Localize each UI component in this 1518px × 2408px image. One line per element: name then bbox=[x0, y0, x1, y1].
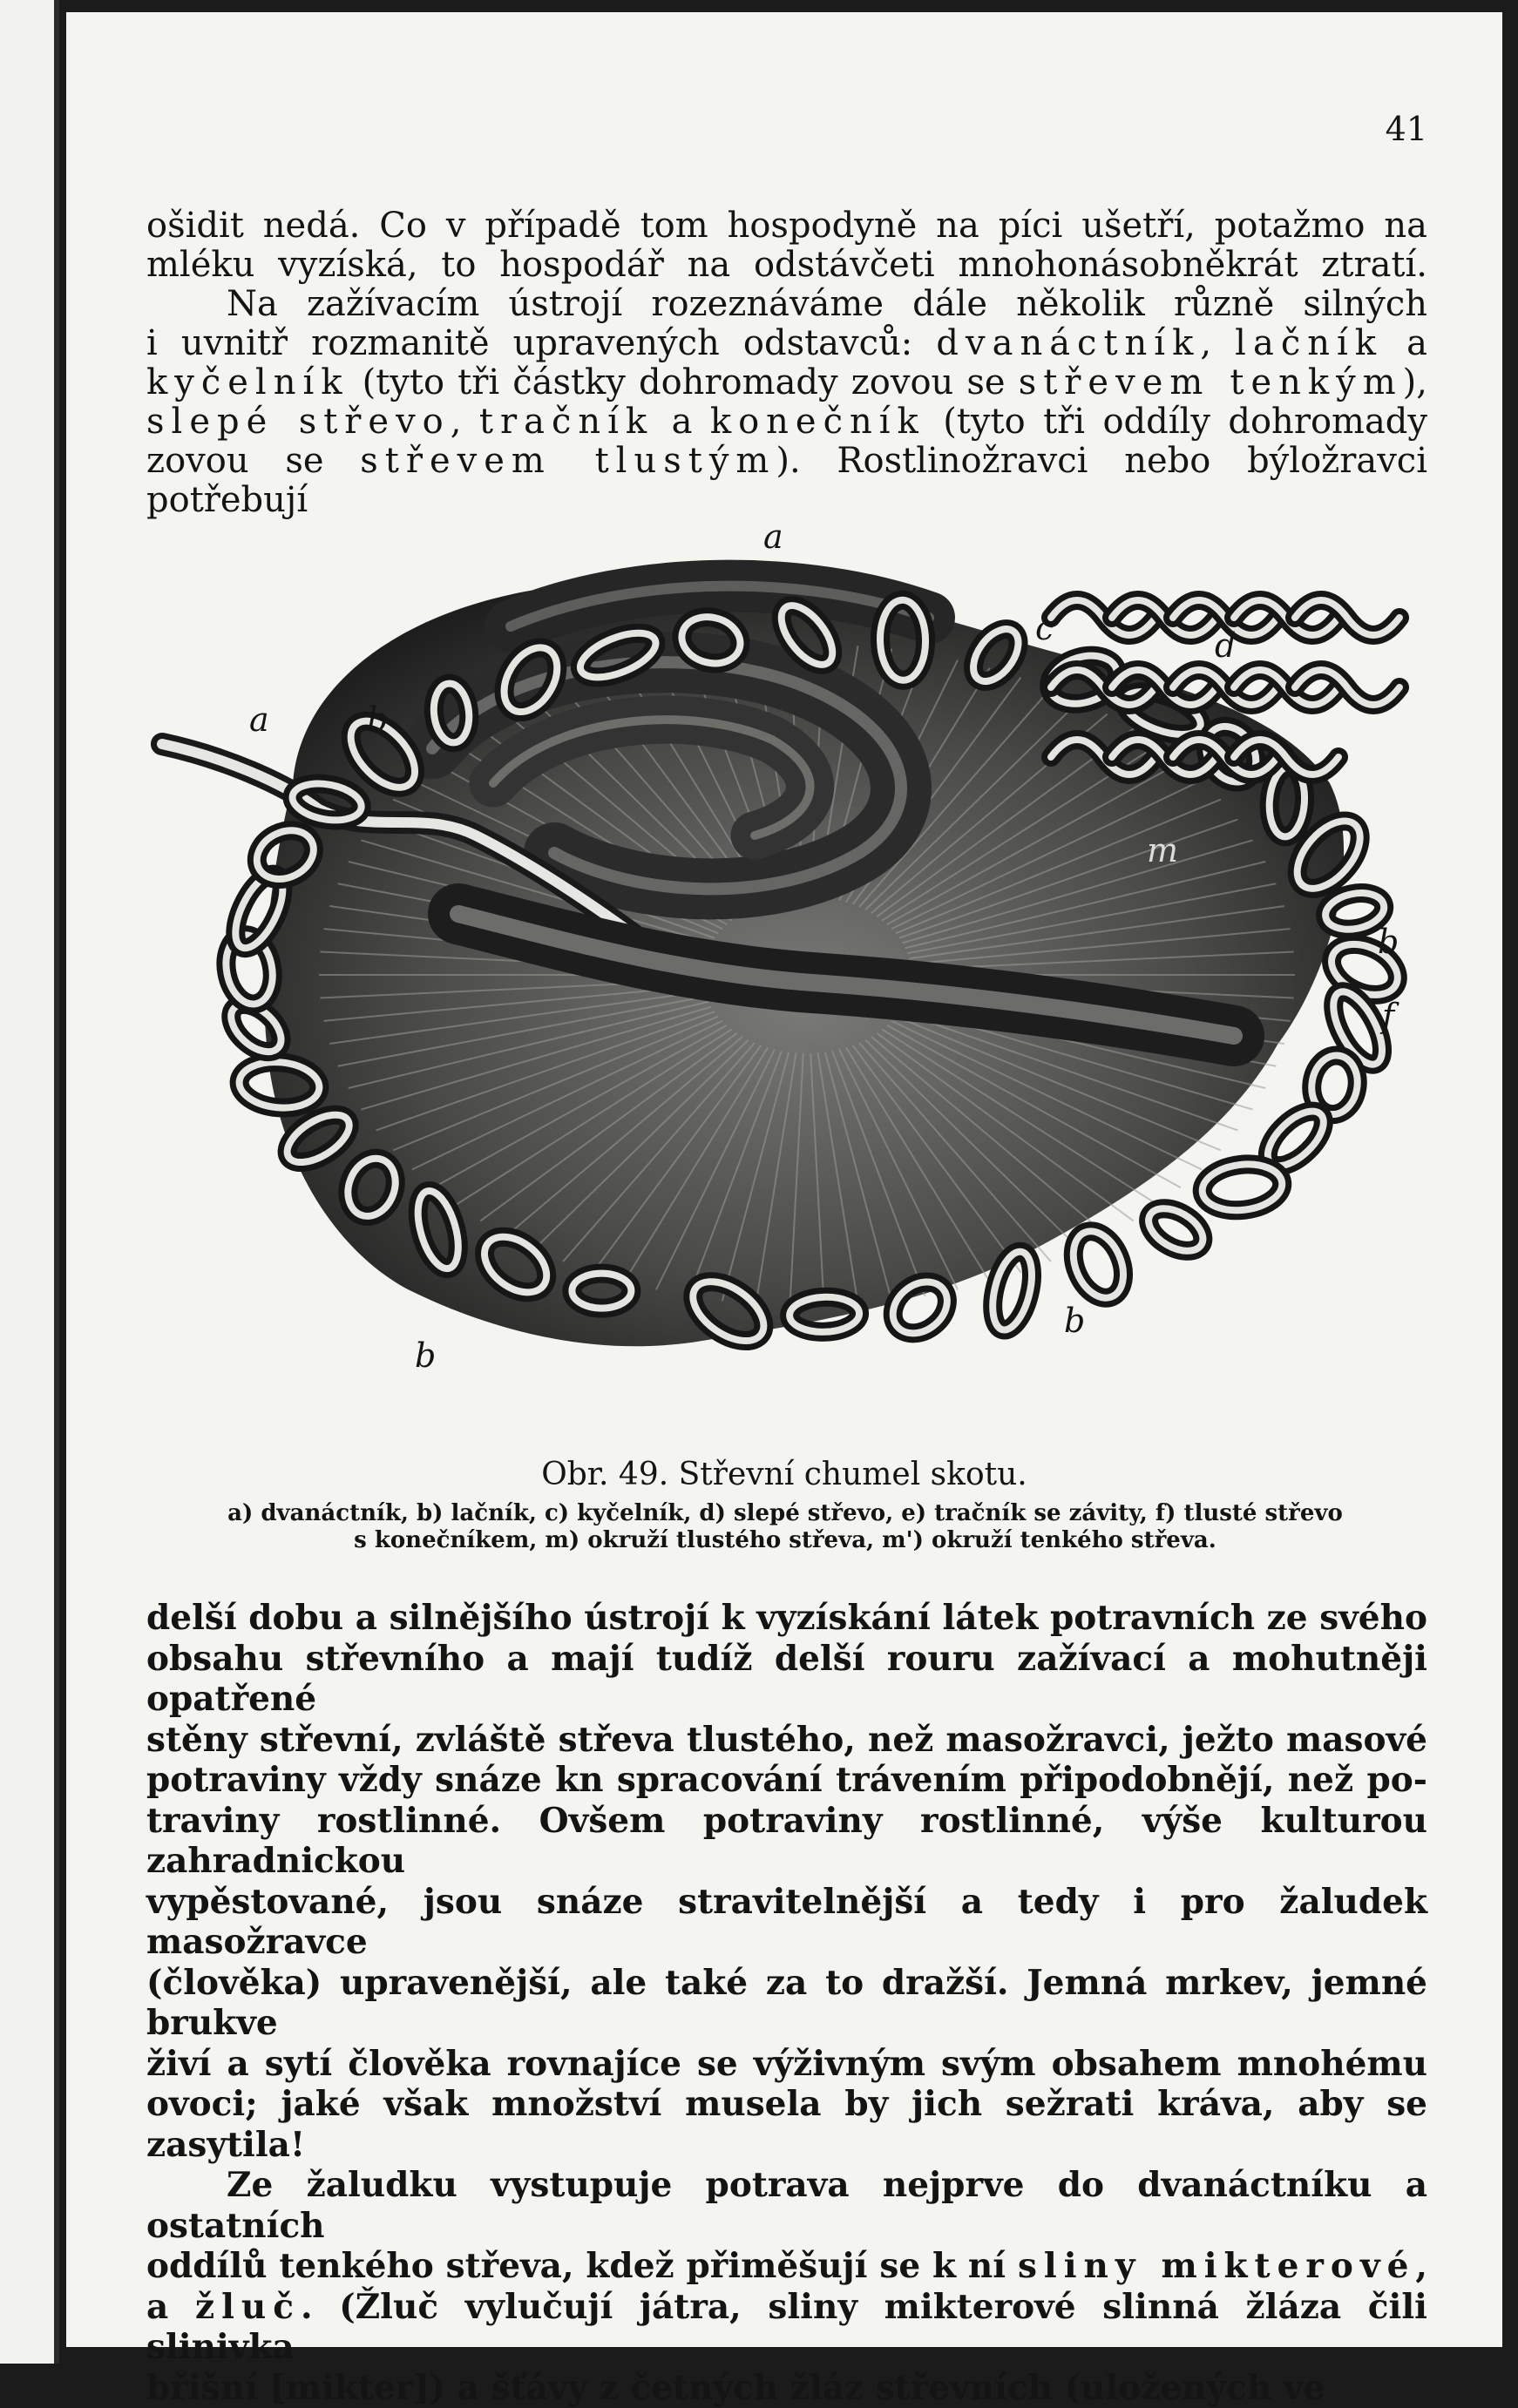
text-run: , bbox=[451, 402, 479, 442]
text-run: ovoci; jaké však množství musela by jich sežrati kráva, aby se zasytila! bbox=[146, 2084, 1427, 2165]
text-line bbox=[146, 2165, 1427, 2246]
text-line bbox=[146, 206, 1427, 246]
spaced-term: sliny mikterové bbox=[1018, 2246, 1415, 2286]
text-line bbox=[146, 2287, 1427, 2368]
figure-caption-legend bbox=[180, 1500, 1391, 1554]
figure-label-b-bottom-right: b bbox=[1064, 1302, 1085, 1340]
text-run: ). Rostlinožravci nebo býložravci potřebují bbox=[146, 441, 1427, 520]
text-run: a bbox=[1383, 323, 1427, 363]
figure-label-m: m bbox=[1147, 831, 1178, 869]
figure-label-d: d bbox=[1215, 626, 1236, 665]
text-run: Ze žaludku vystupuje potrava nejprve do dvanáctníku a ostatních bbox=[146, 2165, 1427, 2246]
paragraph-bottom bbox=[146, 1598, 1427, 2408]
text-run: a bbox=[654, 402, 710, 442]
text-run: delší dobu a silnějšího ústrojí k vyzískání látek potravních ze svého bbox=[146, 1598, 1427, 1638]
spaced-term: střevem tlustým bbox=[360, 441, 776, 481]
spaced-term: konečník bbox=[710, 402, 925, 442]
text-run: oddílů tenkého střeva, kdež přiměšují se k ní bbox=[146, 2246, 1018, 2286]
spaced-term: lačník bbox=[1235, 323, 1383, 363]
book-page bbox=[66, 12, 1502, 2347]
figure-label-b-left: b bbox=[367, 700, 388, 739]
text-line bbox=[146, 1720, 1427, 1761]
spaced-term: tračník bbox=[479, 402, 654, 442]
previous-page-edge bbox=[0, 0, 59, 2364]
text-line bbox=[146, 1801, 1427, 1882]
text-line bbox=[146, 2044, 1427, 2085]
text-line bbox=[146, 442, 1427, 520]
figure-intestine-illustration bbox=[145, 522, 1426, 1454]
text-line bbox=[146, 1639, 1427, 1720]
text-run: mléku vyzíská, to hospodář na odstávčeti mnohonásobněkrát ztratí. bbox=[146, 245, 1427, 285]
text-run: a bbox=[146, 2287, 195, 2327]
spaced-term: slepé střevo bbox=[146, 402, 451, 442]
text-line bbox=[146, 1963, 1427, 2044]
figure-label-a-top: a bbox=[763, 517, 783, 556]
text-run: traviny rostlinné. Ovšem potraviny rostlinné, výše kulturou zahradnickou bbox=[146, 1801, 1427, 1882]
text-line bbox=[146, 2084, 1427, 2165]
figure-caption-legend-line-2: s konečníkem, m) okruží tlustého střeva, m') okruží tenkého střeva. bbox=[180, 1527, 1391, 1554]
text-run: potraviny vždy snáze kn spracování trávením připodobnějí, než po- bbox=[146, 1760, 1427, 1800]
text-run: (tyto tři částky dohromady zovou se bbox=[349, 362, 1019, 402]
text-run: i uvnitř rozmanitě upravených odstavců: bbox=[146, 323, 936, 363]
text-line bbox=[146, 1598, 1427, 1639]
text-run: (tyto tři oddíly dohromady bbox=[925, 402, 1427, 442]
text-line bbox=[146, 324, 1427, 363]
text-run: ošidit nedá. Co v případě tom hospodyně na píci ušetří, potažmo na bbox=[146, 206, 1427, 246]
text-run: Na zažívacím ústrojí rozeznáváme dále několik různě silných bbox=[227, 284, 1427, 324]
text-run: , bbox=[1415, 2246, 1427, 2286]
text-line bbox=[146, 1882, 1427, 1963]
spaced-term: dvanáctník bbox=[936, 323, 1200, 363]
figure-label-f: f bbox=[1382, 997, 1394, 1035]
text-run: stěny střevní, zvláště střeva tlustého, než masožravci, ježto masové bbox=[146, 1720, 1427, 1760]
text-run: vypěstované, jsou snáze stravitelnější a tedy i pro žaludek masožravce bbox=[146, 1882, 1427, 1963]
text-run: . (Žluč vylučují játra, sliny mikterové slinná žláza čili slinivka bbox=[146, 2287, 1427, 2368]
figure-label-b-right: b bbox=[1378, 923, 1399, 961]
text-run: (člověka) upravenější, ale také za to dražší. Jemná mrkev, jemné brukve bbox=[146, 1963, 1427, 2044]
figure-label-a-left: a bbox=[249, 700, 269, 739]
text-line bbox=[146, 285, 1427, 324]
text-line bbox=[146, 2368, 1427, 2408]
figure-caption-title: Obr. 49. Střevní chumel skotu. bbox=[66, 1457, 1502, 1492]
text-line bbox=[146, 246, 1427, 285]
text-line bbox=[146, 363, 1427, 402]
text-line bbox=[146, 402, 1427, 442]
figure-caption-legend-line-1: a) dvanáctník, b) lačník, c) kyčelník, d) slepé střevo, e) tračník se závity, f) tlusté střevo bbox=[180, 1500, 1391, 1527]
text-run: břišní [mikter]) a šťávy z četných žláz střevních (uložených ve bbox=[146, 2368, 1325, 2408]
text-run: zovou se bbox=[146, 441, 360, 481]
text-run: ), bbox=[1403, 362, 1427, 402]
paragraph-top bbox=[146, 206, 1427, 520]
spaced-term: žluč bbox=[195, 2287, 301, 2327]
text-run: obsahu střevního a mají tudíž delší rouru zažívací a mohutněji opatřené bbox=[146, 1639, 1427, 1720]
text-run: , bbox=[1200, 323, 1235, 363]
figure-label-b-bottom-left: b bbox=[415, 1336, 436, 1375]
spaced-term: kyčelník bbox=[146, 362, 349, 402]
figure-label-c: c bbox=[1035, 609, 1054, 647]
page-number: 41 bbox=[1323, 110, 1427, 148]
text-run: živí a sytí člověka rovnajíce se výživným svým obsahem mnohému bbox=[146, 2044, 1427, 2084]
text-line bbox=[146, 2246, 1427, 2287]
spaced-term: střevem tenkým bbox=[1019, 362, 1403, 402]
text-line bbox=[146, 1760, 1427, 1801]
